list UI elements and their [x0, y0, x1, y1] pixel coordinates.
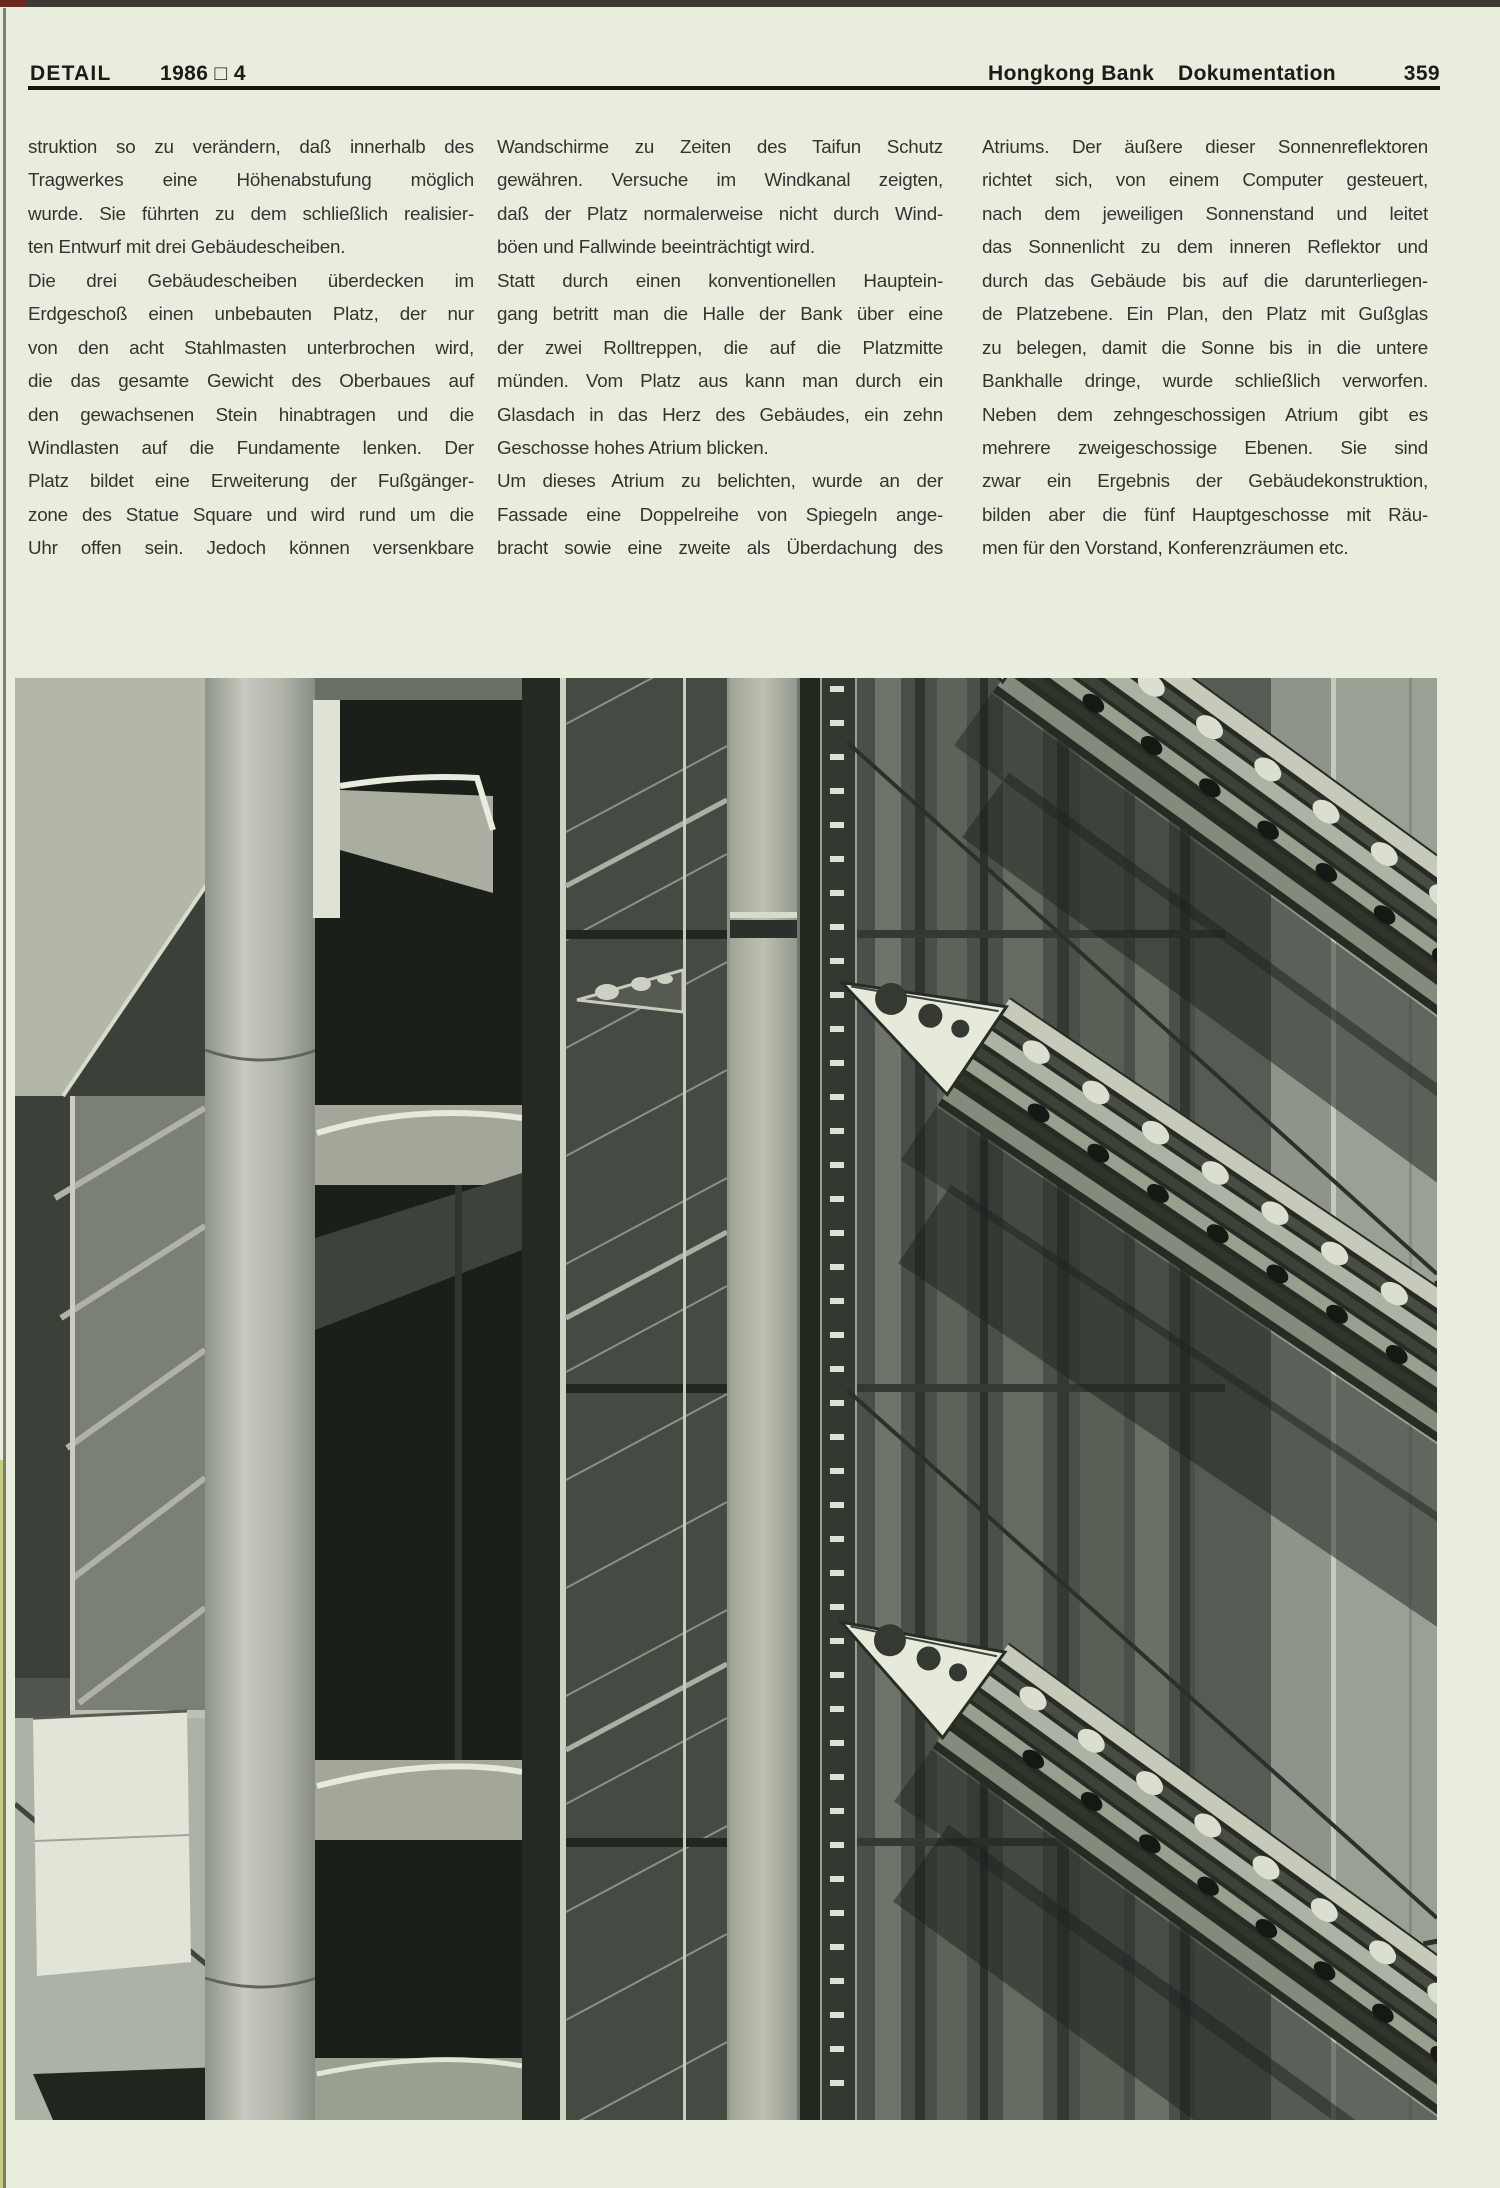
window-bay [313, 678, 566, 2120]
text-line: daß der Platz normalerweise nicht durch Wind- [497, 202, 943, 224]
text-line: bracht sowie eine zweite als Überdachung des [497, 537, 943, 559]
text-line: das Sonnenlicht zu dem inneren Reflektor und [982, 236, 1428, 258]
text-line: münden. Vom Platz aus kann man durch ein [497, 370, 943, 392]
text-line: Glasdach in das Herz des Gebäudes, ein zehn [497, 403, 943, 425]
text-column-2 [497, 130, 943, 565]
white-service-box [33, 1712, 191, 1976]
page-left-edge-sliver [0, 1460, 3, 2188]
text-line: Statt durch einen konventionellen Hauptein- [497, 269, 943, 291]
journal-brand: DETAIL [30, 62, 112, 85]
text-line: struktion so zu verändern, daß innerhalb des [28, 136, 474, 157]
text-line: Fassade eine Doppelreihe von Spiegeln ange- [497, 503, 943, 525]
text-line: Wandschirme zu Zeiten des Taifun Schutz [497, 136, 943, 157]
text-line: durch das Gebäude bis auf die darunterliegen- [982, 269, 1428, 291]
text-line: zwar ein Ergebnis der Gebäudekonstruktion, [982, 470, 1428, 492]
text-line: Atriums. Der äußere dieser Sonnenreflektoren [982, 136, 1428, 157]
text-line: zu belegen, damit die Sonne bis in die untere [982, 336, 1428, 358]
text-line: ten Entwurf mit drei Gebäudescheiben. [28, 236, 346, 258]
text-line: Bankhalle dringe, wurde schließlich verworfen. [982, 370, 1428, 392]
text-line: Tragwerkes eine Höhenabstufung möglich [28, 169, 474, 191]
text-line: Windlasten auf die Fundamente lenken. Der [28, 436, 474, 458]
header-rule [28, 86, 1440, 90]
text-line: die das gesamte Gewicht des Oberbaues auf [28, 370, 474, 392]
text-line: Neben dem zehngeschossigen Atrium gibt es [982, 403, 1428, 425]
text-line: richtet sich, von einem Computer gesteuert, [982, 169, 1428, 191]
facade-mullion [727, 678, 800, 2120]
text-line: mehrere zweigeschossige Ebenen. Sie sind [982, 436, 1428, 458]
header-page-number: 359 [1403, 62, 1440, 85]
text-line: der zwei Rolltreppen, die auf die Platzmitte [497, 336, 943, 358]
mast-column [205, 678, 317, 2120]
ladder-mast [800, 678, 857, 2120]
page-header [0, 0, 1500, 100]
text-line: Um dieses Atrium zu belichten, wurde an der [497, 470, 943, 492]
text-line: böen und Fallwinde beeinträchtigt wird. [497, 236, 815, 258]
text-line: wurde. Sie führten zu dem schließlich realisier- [28, 202, 474, 224]
text-line: von den acht Stahlmasten unterbrochen wird, [28, 336, 474, 358]
text-line: zone des Statue Square und wird rund um die [28, 503, 474, 525]
text-line: men für den Vorstand, Konferenzräumen etc. [982, 537, 1349, 559]
facade-photo-graphic [15, 678, 1437, 2120]
text-line: Die drei Gebäudescheiben überdecken im [28, 269, 474, 291]
facade-photo [15, 678, 1437, 2120]
text-line: gang betritt man die Halle der Bank über eine [497, 303, 943, 325]
text-line: Erdgeschoß einen unbebauten Platz, der nur [28, 303, 474, 325]
text-column-3 [982, 130, 1428, 565]
left-window-reflections [55, 1096, 205, 1718]
text-line: Uhr offen sein. Jedoch können versenkbare [28, 537, 474, 559]
journal-issue: 1986 □ 4 [160, 62, 246, 85]
text-line: nach dem jeweiligen Sonnenstand und leitet [982, 202, 1428, 224]
text-line: den gewachsenen Stein hinabtragen und die [28, 403, 474, 425]
header-section-title: Dokumentation [1178, 62, 1337, 85]
header-project-title: Hongkong Bank [988, 62, 1155, 85]
text-line: Geschosse hohes Atrium blicken. [497, 436, 769, 458]
text-line: de Platzebene. Ein Plan, den Platz mit Gußglas [982, 303, 1428, 325]
text-column-1 [28, 130, 474, 565]
page-left-edge-line [3, 8, 6, 2188]
text-line: Platz bildet eine Erweiterung der Fußgänger- [28, 470, 474, 492]
glazing-strip [566, 678, 727, 2120]
text-line: gewähren. Versuche im Windkanal zeigten, [497, 169, 943, 191]
text-line: bilden aber die fünf Hauptgeschosse mit Räu- [982, 503, 1428, 525]
